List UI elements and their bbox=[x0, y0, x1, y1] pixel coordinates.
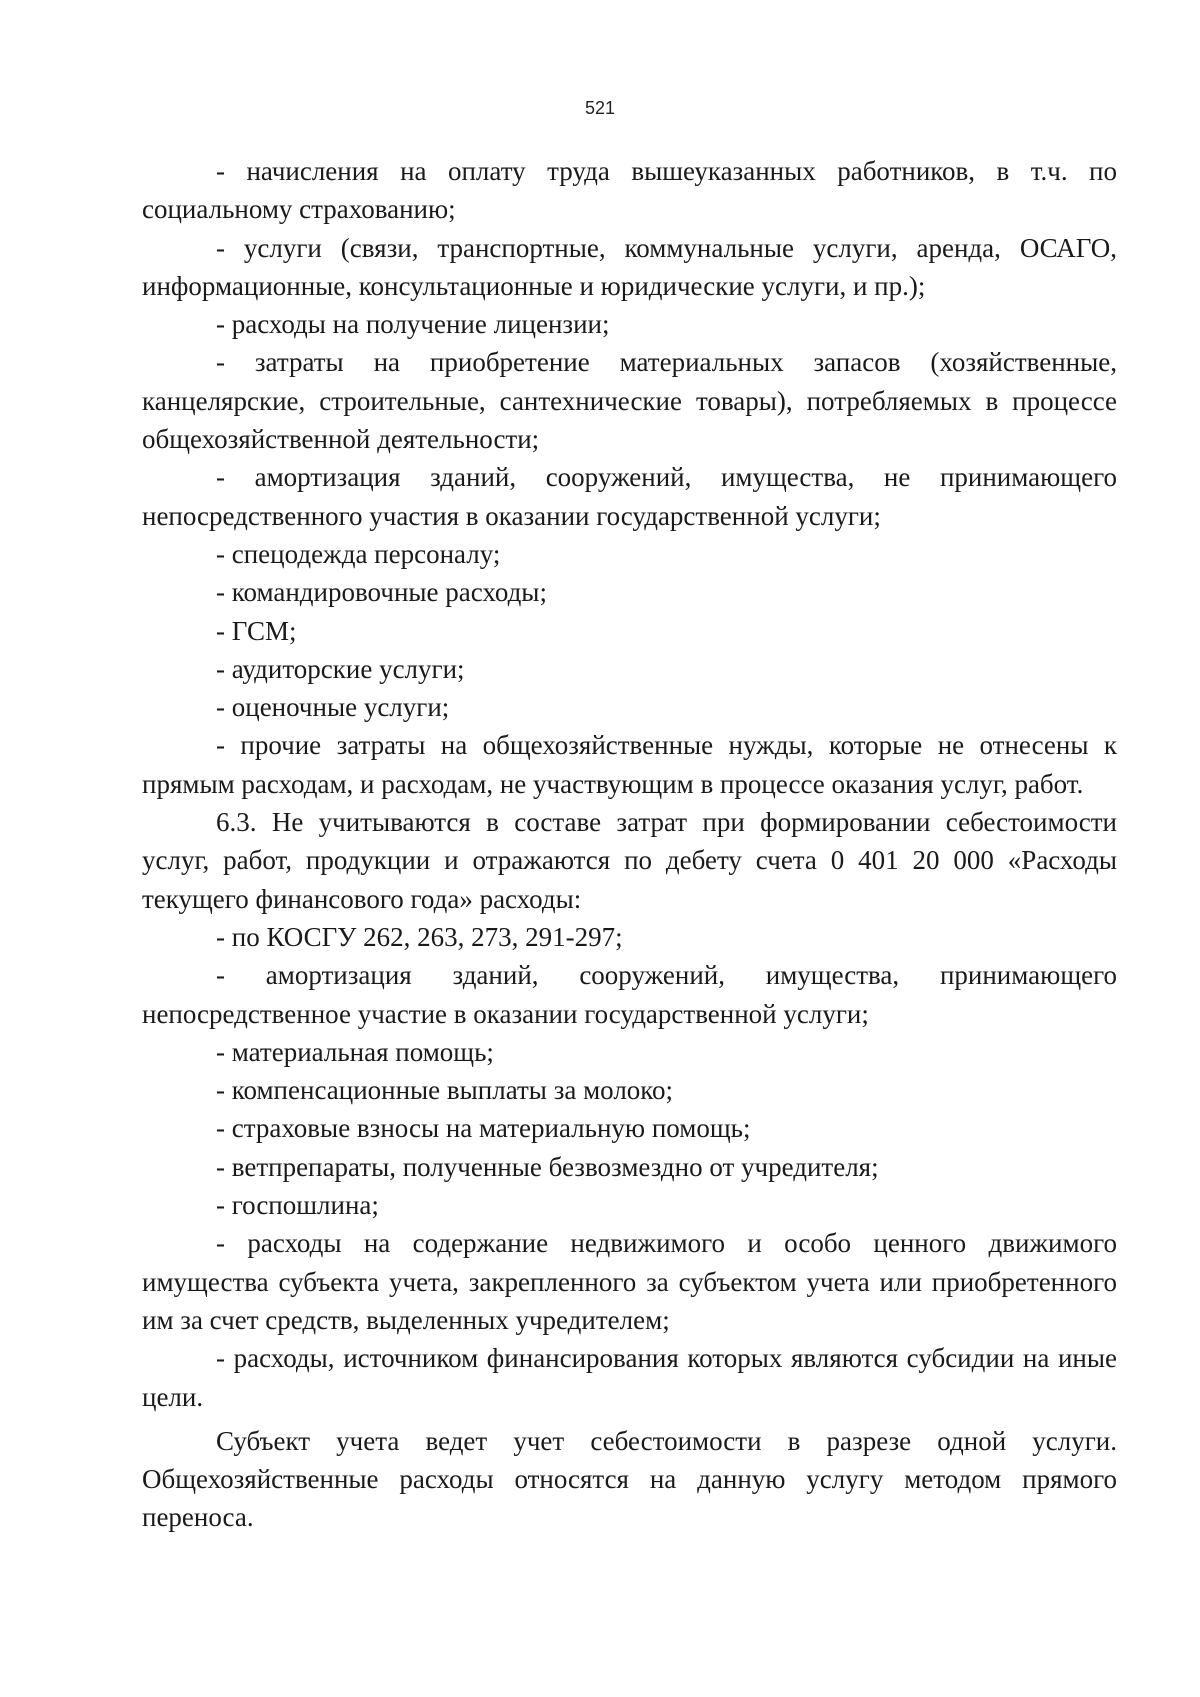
paragraph-subsidies: - расходы, источником финансирования которых являются субсидии на иные цели. bbox=[142, 1343, 1117, 1412]
paragraph-depreciation-direct: - амортизация зданий, сооружений, имущества, принимающего непосредственное участие в оказании государственной услуги; bbox=[142, 960, 1117, 1029]
paragraph-services: - услуги (связи, транспортные, коммунальные услуги, аренда, ОСАГО, информационные, консультационные и юридические услуги, и пр.); bbox=[142, 232, 1117, 301]
paragraph-kosgu-codes: - по КОСГУ 262, 263, 273, 291-297; bbox=[216, 921, 623, 952]
paragraph-depreciation-indirect: - амортизация зданий, сооружений, имущества, не принимающего непосредственного участия в оказании государственной услуги; bbox=[142, 462, 1117, 531]
paragraph-payroll-charges: - начисления на оплату труда вышеуказанных работников, в т.ч. по социальному страхованию; bbox=[142, 156, 1117, 225]
page-number: 521 bbox=[584, 98, 616, 118]
paragraph-financial-aid: - материальная помощь; bbox=[216, 1036, 494, 1067]
paragraph-milk-compensation: - компенсационные выплаты за молоко; bbox=[216, 1075, 674, 1106]
paragraph-vet-drugs: - ветпрепараты, полученные безвозмездно от учредителя; bbox=[216, 1151, 879, 1182]
paragraph-property-maintenance: - расходы на содержание недвижимого и особо ценного движимого имущества субъекта учета, закрепленного за субъектом учета или приобретенного им за счет средств, выделенных учредителем; bbox=[142, 1228, 1117, 1335]
paragraph-cost-accounting: Субъект учета ведет учет себестоимости в разрезе одной услуги. Общехозяйственные расходы относятся на данную услугу методом прямого переноса. bbox=[142, 1425, 1117, 1533]
paragraph-insurance-contributions: - страховые взносы на материальную помощь; bbox=[216, 1113, 751, 1144]
paragraph-license-costs: - расходы на получение лицензии; bbox=[216, 309, 610, 340]
paragraph-material-supplies: - затраты на приобретение материальных запасов (хозяйственные, канцелярские, строительные, сантехнические товары), потребляемых в процессе общехозяйственной деятельности; bbox=[142, 347, 1117, 455]
paragraph-appraisal-services: - оценочные услуги; bbox=[216, 692, 450, 723]
paragraph-audit-services: - аудиторские услуги; bbox=[216, 653, 465, 684]
document-body bbox=[142, 152, 1117, 1537]
paragraph-travel-expenses: - командировочные расходы; bbox=[216, 577, 547, 608]
paragraph-fuel: - ГСМ; bbox=[216, 615, 297, 646]
paragraph-state-duty: - госпошлина; bbox=[216, 1190, 379, 1221]
paragraph-other-overhead: - прочие затраты на общехозяйственные нужды, которые не отнесены к прямым расходам, и расходам, не участвующим в процессе оказания услуг, работ. bbox=[142, 730, 1117, 799]
paragraph-workwear: - спецодежда персоналу; bbox=[216, 538, 501, 569]
paragraph-section-6-3: 6.3. Не учитываются в составе затрат при формировании себестоимости услуг, работ, продукции и отражаются по дебету счета 0 401 20 000 «Расходы текущего финансового года» расходы: bbox=[142, 807, 1117, 914]
